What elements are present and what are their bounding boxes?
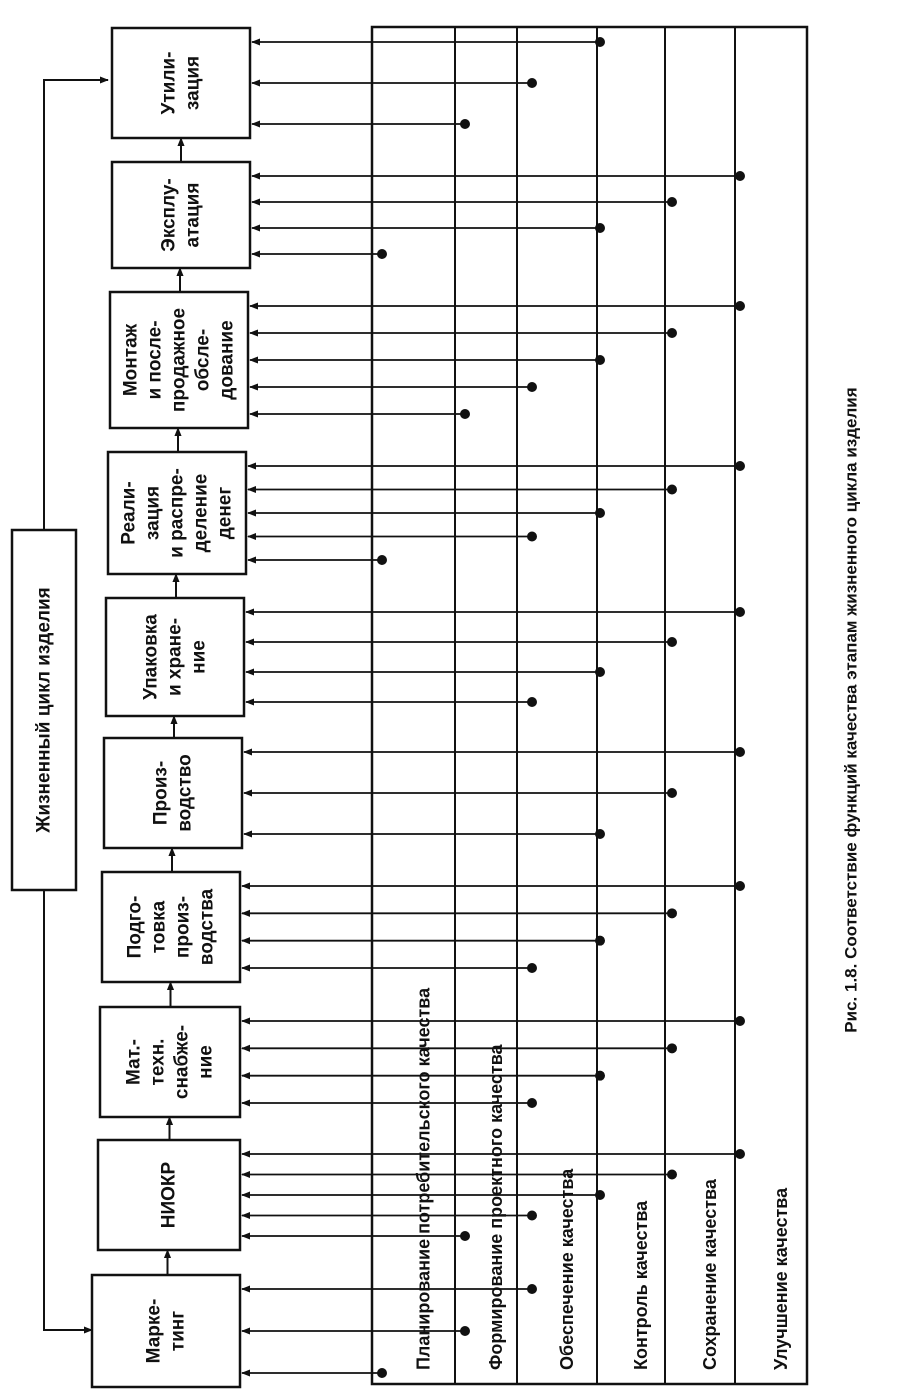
stage-label-prep: Подго- bbox=[124, 895, 146, 959]
figure-caption: Рис. 1.8. Соответствие функций качества этапам жизненного цикла изделия bbox=[841, 387, 861, 1033]
stage-label-prep: произ- bbox=[172, 895, 194, 959]
function-connector-dot bbox=[527, 382, 537, 392]
stage-label-prep: водства bbox=[196, 888, 218, 966]
function-connector-dot bbox=[527, 1098, 537, 1108]
function-connector-dot bbox=[667, 788, 677, 798]
lifecycle-title: Жизненный цикл изделия bbox=[33, 587, 55, 833]
stage-label-install: и после- bbox=[144, 320, 166, 400]
stage-label-sales: денег bbox=[214, 486, 236, 540]
stage-label-install: продажное bbox=[168, 307, 190, 413]
stage-label-exploitation: атация bbox=[182, 182, 204, 248]
lifecycle-loop-line-bottom bbox=[44, 890, 92, 1330]
stage-label-supply: техн. bbox=[147, 1038, 169, 1086]
stage-label-utilization: зация bbox=[182, 55, 204, 111]
function-connector-dot bbox=[595, 1190, 605, 1200]
function-connector-dot bbox=[460, 409, 470, 419]
stage-label-marketing: тинг bbox=[167, 1310, 189, 1352]
stage-box-production bbox=[104, 738, 242, 848]
function-connector-dot bbox=[735, 171, 745, 181]
function-connector-dot bbox=[595, 37, 605, 47]
stage-label-marketing: Марке- bbox=[143, 1298, 165, 1364]
stage-box-supply bbox=[100, 1007, 240, 1117]
function-connector-dot bbox=[667, 1170, 677, 1180]
stage-label-packaging: и хране- bbox=[164, 617, 186, 697]
stage-boxes bbox=[92, 28, 250, 1387]
function-connector-dot bbox=[527, 532, 537, 542]
function-connector-dot bbox=[527, 1284, 537, 1294]
function-connector-dot bbox=[460, 1326, 470, 1336]
stage-label-sales: Реали- bbox=[118, 481, 140, 545]
function-connector-dot bbox=[595, 223, 605, 233]
function-connector-dot bbox=[377, 249, 387, 259]
stage-label-supply: ние bbox=[195, 1045, 217, 1079]
function-connector-dot bbox=[527, 697, 537, 707]
function-connector-dot bbox=[667, 1043, 677, 1053]
stage-label-supply: Мат.- bbox=[123, 1039, 145, 1085]
stage-label-sales: деление bbox=[190, 473, 212, 553]
stage-label-sales: зация bbox=[142, 485, 164, 541]
function-connector-dot bbox=[595, 508, 605, 518]
function-connector-dot bbox=[527, 1211, 537, 1221]
function-connector-dot bbox=[595, 667, 605, 677]
function-column-label: Сохранение качества bbox=[700, 1179, 720, 1370]
stage-box-prep bbox=[102, 872, 240, 982]
lifecycle-loop-line bbox=[44, 80, 108, 530]
function-connector-dot bbox=[377, 555, 387, 565]
stage-label-production: водство bbox=[174, 754, 196, 832]
function-connector-dot bbox=[595, 355, 605, 365]
function-connector-dot bbox=[595, 936, 605, 946]
function-connector-dot bbox=[460, 1231, 470, 1241]
stage-label-sales: и распре- bbox=[166, 468, 188, 558]
functions-table bbox=[372, 27, 807, 1384]
function-connector-dot bbox=[735, 747, 745, 757]
function-connector-dot bbox=[377, 1368, 387, 1378]
function-connector-dot bbox=[667, 908, 677, 918]
function-column-label: Обеспечение качества bbox=[557, 1168, 577, 1370]
stage-label-supply: снабже- bbox=[171, 1024, 193, 1100]
function-connector-dot bbox=[667, 328, 677, 338]
stage-label-production: Произ- bbox=[150, 760, 172, 826]
stage-label-prep: товка bbox=[148, 900, 170, 954]
function-connector-dot bbox=[595, 1071, 605, 1081]
function-column-label: Формирование проектного качества bbox=[486, 1044, 506, 1370]
stage-box-marketing bbox=[92, 1275, 240, 1387]
function-connector-dot bbox=[735, 607, 745, 617]
function-connector-dot bbox=[527, 78, 537, 88]
stage-box-utilization bbox=[112, 28, 250, 138]
stage-label-niokr: НИОКР bbox=[158, 1161, 180, 1229]
function-column-label: Улучшение качества bbox=[771, 1187, 791, 1370]
stage-label-packaging: ние bbox=[188, 640, 210, 674]
function-connector-dot bbox=[735, 881, 745, 891]
function-connector-dot bbox=[460, 119, 470, 129]
function-column-label: Планирование потребительского качества bbox=[413, 987, 434, 1370]
stage-label-install: обсле- bbox=[192, 328, 214, 392]
function-connector-dot bbox=[735, 301, 745, 311]
function-connector-dot bbox=[735, 1016, 745, 1026]
function-connector-dot bbox=[735, 461, 745, 471]
function-column-label: Контроль качества bbox=[631, 1200, 651, 1370]
stage-label-packaging: Упаковка bbox=[140, 614, 162, 700]
stage-label-utilization: Утили- bbox=[158, 51, 180, 115]
stage-label-exploitation: Эксплу- bbox=[158, 178, 180, 252]
function-connector-dot bbox=[667, 485, 677, 495]
stage-label-install: Монтаж bbox=[120, 323, 142, 397]
function-connector-dot bbox=[595, 829, 605, 839]
function-connector-dot bbox=[527, 963, 537, 973]
stage-box-exploitation bbox=[112, 162, 250, 268]
stage-label-install: дование bbox=[216, 320, 238, 400]
function-connector-dot bbox=[667, 197, 677, 207]
function-connector-dot bbox=[667, 637, 677, 647]
function-connector-dot bbox=[735, 1149, 745, 1159]
